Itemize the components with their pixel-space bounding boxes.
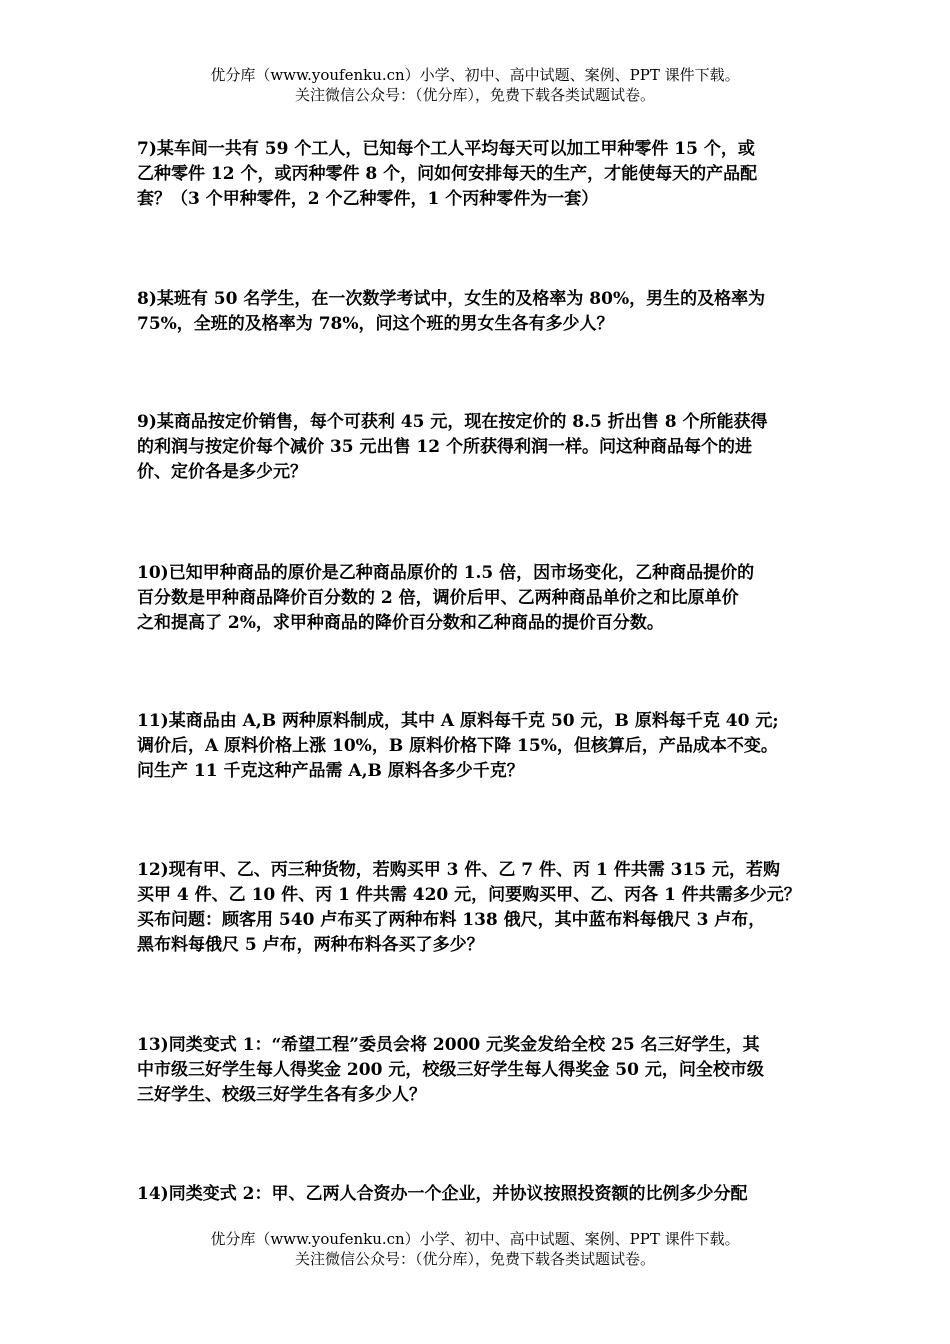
footer-line-1: 优分库（www.youfenku.cn）小学、初中、高中试题、案例、PPT 课件下载。 — [210, 1230, 740, 1248]
question-8 — [137, 287, 832, 337]
footer-line-2: 关注微信公众号：（优分库），免费下载各类试题试卷。 — [294, 1250, 655, 1268]
question-line: 75%，全班的及格率为 78%，问这个班的男女生各有多少人？ — [137, 314, 614, 334]
question-line: 中市级三好学生每人得奖金 200 元，校级三好学生每人得奖金 50 元，问全校市级 — [137, 1060, 764, 1080]
question-13 — [137, 1033, 832, 1108]
question-line: 调价后，A 原料价格上涨 10%，B 原料价格下降 15%，但核算后，产品成本不变。 — [137, 736, 778, 756]
question-line: 买甲 4 件、乙 10 件、丙 1 件共需 420 元，问要购买甲、乙、丙各 1 件共需多少元？ — [137, 885, 801, 905]
question-line: 7)某车间一共有 59 个工人，已知每个工人平均每天可以加工甲种零件 15 个，或 — [137, 139, 755, 159]
question-line: 百分数是甲种商品降价百分数的 2 倍，调价后甲、乙两种商品单价之和比原单价 — [137, 588, 739, 608]
question-line: 10)已知甲种商品的原价是乙种商品原价的 1.5 倍，因市场变化，乙种商品提价的 — [137, 563, 755, 583]
question-7 — [137, 137, 832, 212]
question-line: 价、定价各是多少元？ — [137, 462, 307, 482]
question-line: 之和提高了 2%，求甲种商品的降价百分数和乙种商品的提价百分数。 — [137, 613, 664, 633]
question-line: 9)某商品按定价销售，每个可获利 45 元，现在按定价的 8.5 折出售 8 个所能获得 — [137, 412, 768, 432]
question-11 — [137, 709, 832, 784]
question-line: 三好学生、校级三好学生各有多少人？ — [137, 1085, 426, 1105]
question-line: 12)现有甲、乙、丙三种货物，若购买甲 3 件、乙 7 件、丙 1 件共需 315 元，若购 — [137, 860, 781, 880]
question-9 — [137, 410, 832, 485]
question-line: 问生产 11 千克这种产品需 A,B 原料各多少千克？ — [137, 761, 524, 781]
question-line: 乙种零件 12 个，或丙种零件 8 个，问如何安排每天的生产，才能使每天的产品配 — [137, 164, 758, 184]
header-line-1: 优分库（www.youfenku.cn）小学、初中、高中试题、案例、PPT 课件下载。 — [210, 66, 740, 84]
question-12 — [137, 858, 832, 958]
question-line: 11)某商品由 A,B 两种原料制成，其中 A 原料每千克 50 元，B 原料每千克 40 元; — [137, 711, 779, 731]
question-line: 套？（3 个甲种零件，2 个乙种零件，1 个丙种零件为一套） — [137, 189, 599, 209]
question-line: 黑布料每俄尺 5 卢布，两种布料各买了多少？ — [137, 935, 484, 955]
header-line-2: 关注微信公众号：（优分库），免费下载各类试题试卷。 — [294, 86, 655, 104]
question-line: 的利润与按定价每个减价 35 元出售 12 个所获得利润一样。问这种商品每个的进 — [137, 437, 752, 457]
question-line: 8)某班有 50 名学生，在一次数学考试中，女生的及格率为 80%，男生的及格率为 — [137, 289, 766, 309]
question-10 — [137, 561, 832, 636]
question-line: 14)同类变式 2：甲、乙两人合资办一个企业，并协议按照投资额的比例多少分配 — [137, 1184, 748, 1204]
page-footer — [0, 1229, 950, 1269]
question-14 — [137, 1182, 832, 1207]
page-header — [0, 65, 950, 105]
question-line: 买布问题：顾客用 540 卢布买了两种布料 138 俄尺，其中蓝布料每俄尺 3 卢布， — [137, 910, 766, 930]
question-line: 13)同类变式 1：“希望工程”委员会将 2000 元奖金发给全校 25 名三好学生，其 — [137, 1035, 760, 1055]
